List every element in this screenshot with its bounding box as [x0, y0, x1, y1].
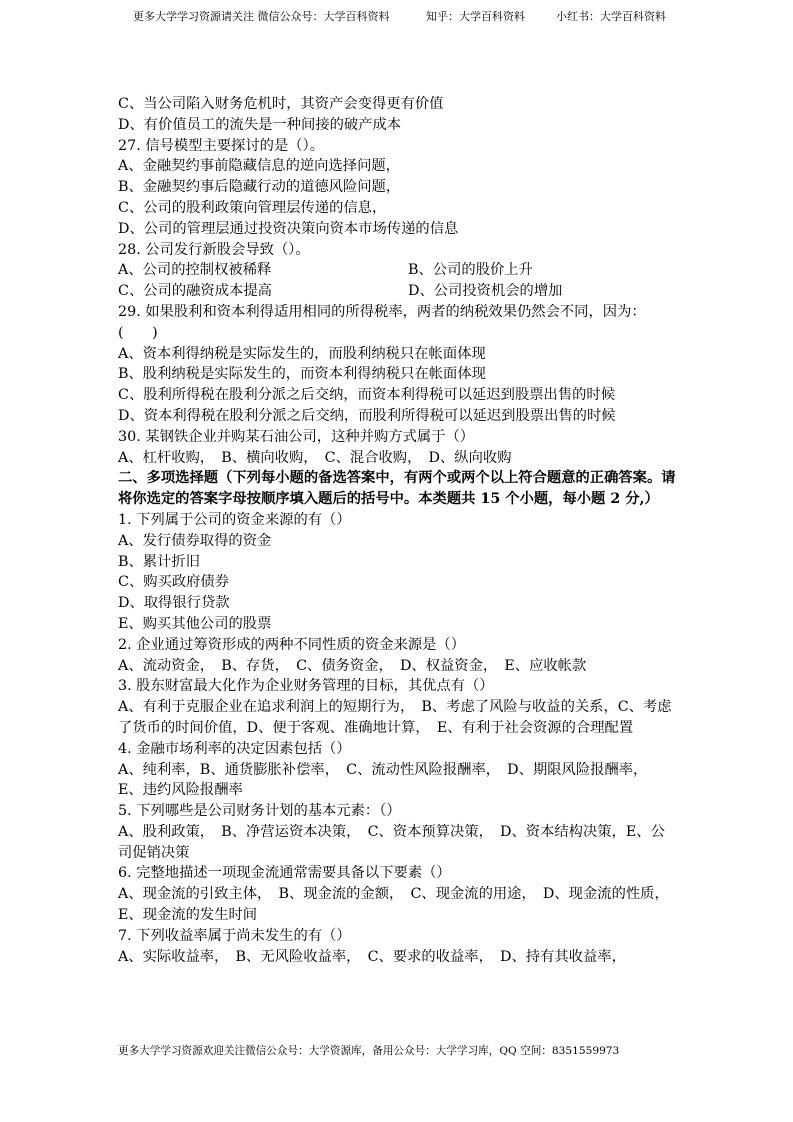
header-right-text: 小红书：大学百科资料: [556, 10, 666, 23]
question-m6: 6. 完整地描述一项现金流通常需要具备以下要素（）: [118, 865, 451, 882]
question-28: 28. 公司发行新股会导致（）。: [118, 241, 310, 258]
option-line: D、取得银行贷款: [118, 595, 230, 612]
option-line: C、股利所得税在股利分派之后交纳，而资本利得税可以延迟到股票出售的时候: [118, 387, 616, 404]
option-line: C、当公司陷入财务危机时，其资产会变得更有价值: [118, 96, 444, 112]
option-paragraph: A、现金流的引致主体， B、现金流的金额， C、现金流的用途， D、现金流的性质， E、现金流的发生时间: [118, 886, 676, 924]
option-line: A、杠杆收购， B、横向收购， C、混合收购， D、纵向收购: [118, 449, 512, 466]
option-paragraph: A、纯利率，B、通货膨胀补偿率， C、流动性风险报酬率， D、期限风险报酬率， E、违约风险报酬率: [118, 761, 655, 799]
question-m2: 2. 企业通过筹资形成的两种不同性质的资金来源是（）: [118, 636, 466, 653]
option-c: C、公司的融资成本提高: [118, 283, 272, 300]
question-m1: 1. 下列属于公司的资金来源的有（）: [118, 511, 351, 528]
question-m3: 3. 股东财富最大化作为企业财务管理的目标，其优点有（）: [118, 678, 494, 695]
question-m5: 5. 下列哪些是公司财务计划的基本元素：（）: [118, 803, 401, 820]
page-footer: 更多大学学习资源欢迎关注微信公众号：大学资源库，备用公众号：大学学习库，QQ 空间：8351559973: [118, 1045, 620, 1057]
question-30: 30. 某钢铁企业并购某石油公司，这种并购方式属于（）: [118, 428, 475, 445]
option-row: [118, 281, 678, 302]
option-line: B、股利纳税是实际发生的，而资本利得纳税只在帐面体现: [118, 366, 486, 383]
question-m4: 4. 金融市场利率的决定因素包括（）: [118, 740, 351, 757]
option-line: B、累计折旧: [118, 553, 200, 570]
question-27: 27. 信号模型主要探讨的是（）。: [118, 137, 324, 154]
question-29: 29. 如果股利和资本利得适用相同的所得税率，两者的纳税效果仍然会不同，因为：( ): [118, 303, 646, 341]
option-line: C、公司的股利政策向管理层传递的信息，: [118, 199, 387, 216]
header-left-text: 更多大学学习资源请关注 微信公众号：大学百科资料: [133, 10, 390, 23]
header-middle-text: 知乎：大学百科资料: [426, 10, 525, 23]
option-line: A、金融契约事前隐藏信息的逆向选择问题，: [118, 158, 400, 175]
option-line: A、发行债券取得的资金: [118, 532, 272, 549]
option-b: B、公司的股价上升: [408, 262, 533, 279]
option-paragraph: A、有利于克服企业在追求利润上的短期行为， B、考虑了风险与收益的关系，C、考虑了货币的时间价值，D、便于客观、准确地计算， E、有利于社会资源的合理配置: [118, 699, 672, 736]
option-line: C、购买政府债券: [118, 574, 230, 591]
document-body: [118, 94, 678, 967]
option-row: [118, 260, 678, 281]
option-line: A、实际收益率， B、无风险收益率， C、要求的收益率， D、持有其收益率，: [118, 948, 626, 965]
section-heading: 二、多项选择题（下列每小题的备选答案中，有两个或两个以上符合题意的正确答案。请将你选定的答案字母按顺序填入题后的括号中。本类题共 15 个小题，每小题 2 分,）: [118, 470, 676, 508]
option-line: B、金融契约事后隐藏行动的道德风险问题，: [118, 179, 401, 196]
option-paragraph: A、股利政策， B、净营运资本决策， C、资本预算决策， D、资本结构决策，E、公司促销决策: [118, 823, 665, 861]
option-line: A、流动资金， B、存货， C、债务资金， D、权益资金， E、应收帐款: [118, 657, 587, 674]
option-a: A、公司的控制权被稀释: [118, 262, 272, 279]
option-line: D、公司的管理层通过投资决策向资本市场传递的信息: [118, 220, 459, 237]
option-line: D、有价值员工的流失是一种间接的破产成本: [118, 116, 402, 133]
option-line: D、资本利得税在股利分派之后交纳，而股利所得税可以延迟到股票出售的时候: [118, 407, 616, 424]
question-m7: 7. 下列收益率属于尚未发生的有（）: [118, 927, 351, 944]
option-line: A、资本利得纳税是实际发生的，而股利纳税只在帐面体现: [118, 345, 486, 362]
option-d: D、公司投资机会的增加: [408, 283, 563, 300]
option-line: E、购买其他公司的股票: [118, 615, 272, 632]
